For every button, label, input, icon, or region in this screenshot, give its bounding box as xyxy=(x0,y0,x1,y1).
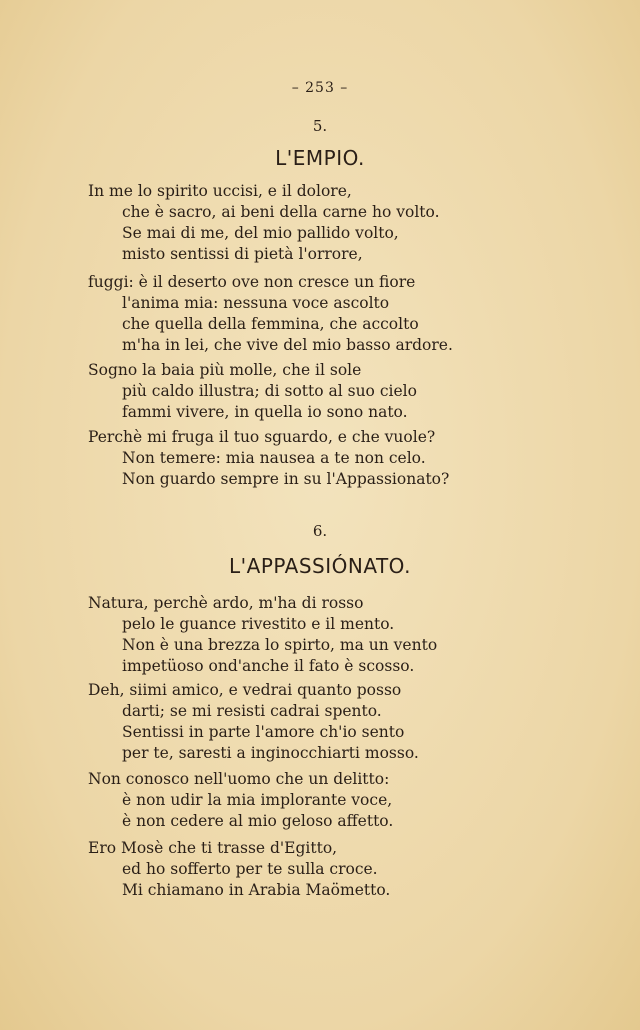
stanza xyxy=(88,680,608,764)
verse-line: In me lo spirito uccisi, e il dolore, xyxy=(88,182,352,200)
verse-line: Non guardo sempre in su l'Appassionato? xyxy=(122,470,450,488)
verse-line: che è sacro, ai beni della carne ho volto. xyxy=(122,203,440,221)
page-number: – 253 – xyxy=(291,80,349,96)
stanza xyxy=(88,181,608,265)
verse-line: Non è una brezza lo spirto, ma un vento xyxy=(122,636,438,654)
verse-line: impetüoso ond'anche il fato è scosso. xyxy=(122,657,415,675)
verse-line: Mi chiamano in Arabia Maömetto. xyxy=(122,881,391,899)
verse-line: fammi vivere, in quella io sono nato. xyxy=(122,403,408,421)
poem-number: 5. xyxy=(312,117,328,135)
poem-title: L'EMPIO. xyxy=(275,146,365,170)
verse-line: Sentissi in parte l'amore ch'io sento xyxy=(122,723,405,741)
verse-line: Deh, siimi amico, e vedrai quanto posso xyxy=(88,681,402,699)
verse-line: per te, saresti a inginocchiarti mosso. xyxy=(122,744,419,762)
stanza xyxy=(88,838,608,901)
verse-line: m'ha in lei, che vive del mio basso ardore. xyxy=(122,336,453,354)
stanza xyxy=(88,360,608,423)
stanza xyxy=(88,427,608,490)
verse-line: Sogno la baia più molle, che il sole xyxy=(88,361,362,379)
verse-line: Ero Mosè che ti trasse d'Egitto, xyxy=(88,839,338,857)
poem-title: L'APPASSIÓNATO. xyxy=(229,554,411,578)
verse-line: che quella della femmina, che accolto xyxy=(122,315,419,333)
verse-line: Non conosco nell'uomo che un delitto: xyxy=(88,770,390,788)
verse-line: è non cedere al mio geloso affetto. xyxy=(122,812,394,830)
verse-line: l'anima mia: nessuna voce ascolto xyxy=(122,294,390,312)
verse-line: più caldo illustra; di sotto al suo cielo xyxy=(122,382,417,400)
stanza xyxy=(88,272,608,356)
verse-line: Non temere: mia nausea a te non celo. xyxy=(122,449,426,467)
verse-line: darti; se mi resisti cadrai spento. xyxy=(122,702,382,720)
poem-number: 6. xyxy=(312,522,328,540)
verse-line: fuggi: è il deserto ove non cresce un fiore xyxy=(88,273,416,291)
verse-line: è non udir la mia implorante voce, xyxy=(122,791,393,809)
verse-line: ed ho sofferto per te sulla croce. xyxy=(122,860,378,878)
stanza xyxy=(88,769,608,832)
stanza xyxy=(88,593,608,677)
verse-line: Perchè mi fruga il tuo sguardo, e che vuole? xyxy=(88,428,436,446)
verse-line: misto sentissi di pietà l'orrore, xyxy=(122,245,363,263)
verse-line: Natura, perchè ardo, m'ha di rosso xyxy=(88,594,364,612)
verse-line: Se mai di me, del mio pallido volto, xyxy=(122,224,399,242)
verse-line: pelo le guance rivestito e il mento. xyxy=(122,615,395,633)
